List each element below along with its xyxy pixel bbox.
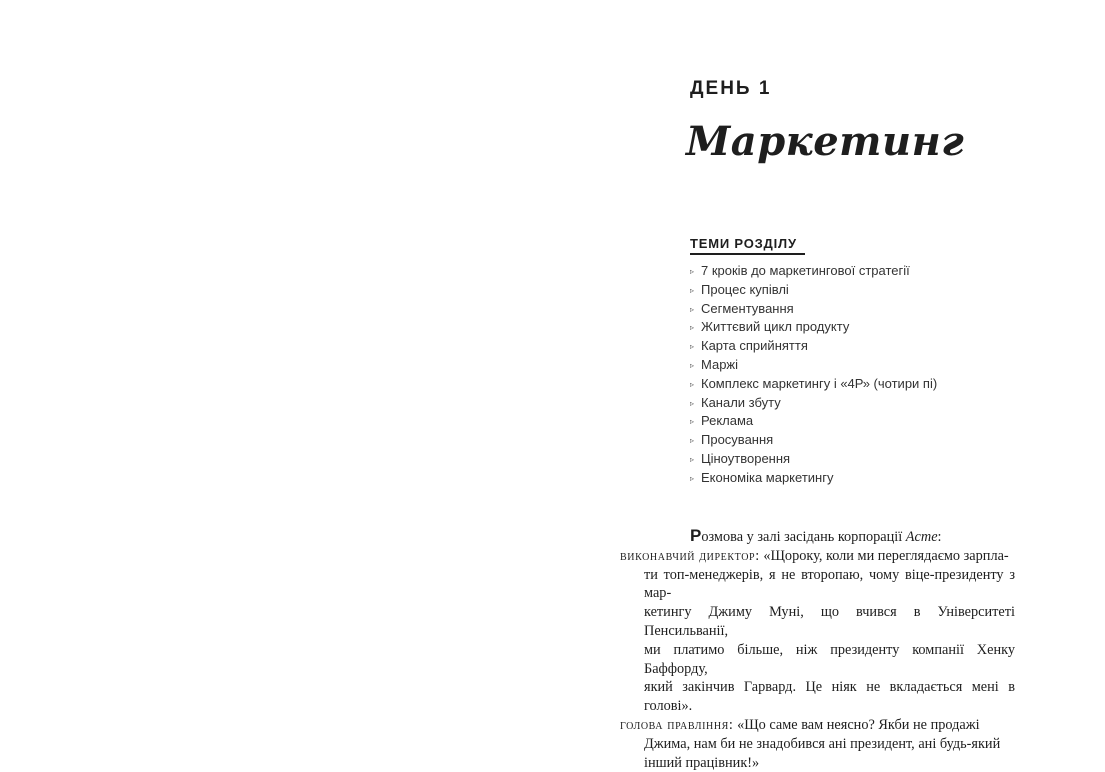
topic-label: 7 кроків до маркетингової стратегії — [701, 263, 910, 278]
triangle-bullet-icon: ▹ — [690, 323, 695, 333]
topic-item — [690, 394, 937, 413]
triangle-bullet-icon: ▹ — [690, 417, 695, 427]
speech-ceo — [620, 547, 1015, 716]
topic-label: Канали збуту — [701, 394, 781, 410]
topic-item — [690, 337, 937, 356]
drop-cap: Р — [690, 526, 702, 545]
triangle-bullet-icon: ▹ — [690, 304, 695, 314]
topics-heading: ТЕМИ РОЗДІЛУ — [690, 236, 805, 255]
triangle-bullet-icon: ▹ — [690, 473, 695, 483]
speech-line: інший працівник!» — [644, 754, 760, 771]
intro-colon: : — [937, 529, 942, 545]
speech-line: ми платимо більше, ніж президенту компанії Хенку Баффорду, — [644, 641, 1015, 677]
topic-label: Просування — [701, 432, 774, 448]
chapter-title: Маркетинг — [686, 118, 965, 165]
dialog-block — [620, 527, 1015, 772]
intro-text: озмова у залі засідань корпорації — [701, 529, 906, 545]
topics-list — [690, 262, 937, 488]
topic-item — [690, 318, 937, 337]
topic-label: Карта сприйняття — [701, 338, 808, 354]
left-page-blank — [0, 0, 552, 762]
topic-label: Економіка маркетингу — [701, 469, 834, 485]
topic-label: Маржі — [701, 356, 739, 372]
topic-label: Життєвий цикл продукту — [701, 319, 850, 335]
topic-item — [690, 450, 937, 469]
topic-label: Сегментування — [701, 300, 794, 316]
speech-line: Джима, нам би не знадобився ані президент, ані будь-який — [644, 735, 1001, 752]
topic-item — [690, 431, 937, 450]
topic-label: Комплекс маркетингу і «4Р» (чотири пі) — [701, 375, 938, 391]
topic-item — [690, 356, 937, 375]
topic-label: Ціноутворення — [701, 450, 791, 466]
topic-label: Реклама — [701, 413, 754, 429]
triangle-bullet-icon: ▹ — [690, 285, 695, 295]
speech-chairman — [620, 716, 1015, 772]
day-label: ДЕНЬ 1 — [690, 78, 772, 99]
triangle-bullet-icon: ▹ — [690, 436, 695, 446]
topic-item — [690, 412, 937, 431]
triangle-bullet-icon: ▹ — [690, 379, 695, 389]
triangle-bullet-icon: ▹ — [690, 267, 695, 276]
triangle-bullet-icon: ▹ — [690, 342, 695, 352]
topic-item — [690, 469, 937, 488]
topic-item — [690, 262, 937, 281]
speaker-ceo: виконавчий директор: — [620, 547, 760, 564]
speech-line: який закінчив Гарвард. Це ніяк не вкладається мені в голові». — [644, 679, 1015, 715]
triangle-bullet-icon: ▹ — [690, 360, 695, 370]
speech-line: ти топ-менеджерів, я не второпаю, чому віце-президенту з мар- — [644, 566, 1015, 602]
topic-item — [690, 375, 937, 394]
triangle-bullet-icon: ▹ — [690, 454, 695, 464]
dialog-intro — [620, 527, 1015, 547]
speech-line — [620, 716, 1015, 735]
topic-label: Процес купівлі — [701, 281, 789, 297]
speech-text: «Щороку, коли ми переглядаємо зарпла- — [759, 547, 1009, 564]
triangle-bullet-icon: ▹ — [690, 398, 695, 408]
speech-line: кетингу Джиму Муні, що вчився в Університеті Пенсильванії, — [644, 604, 1015, 639]
speech-text: «Що саме вам неясно? Якби не продажі — [733, 716, 980, 733]
topic-item — [690, 300, 937, 319]
speech-line — [620, 547, 1015, 566]
speaker-chairman: голова правління: — [620, 716, 734, 733]
topic-item — [690, 281, 937, 300]
company-name: Acme — [905, 529, 938, 545]
